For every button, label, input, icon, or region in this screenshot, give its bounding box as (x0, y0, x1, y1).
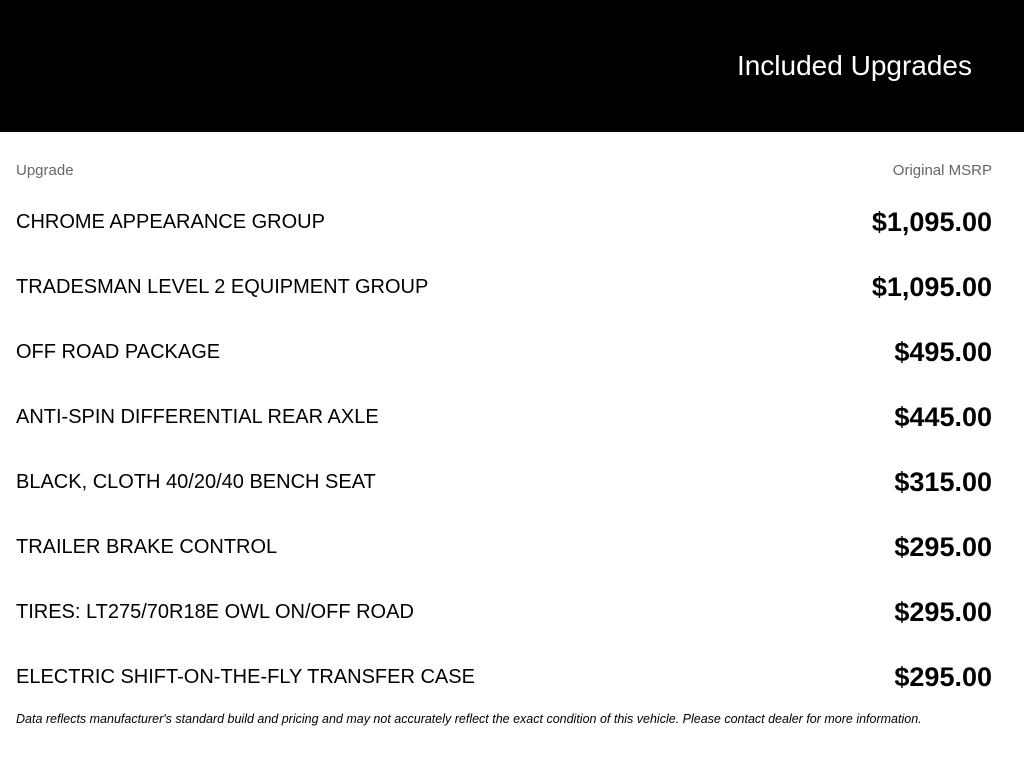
page-title: Included Upgrades (736, 50, 972, 81)
upgrade-row (16, 450, 992, 515)
disclaimer-text: Data reflects manufacturer's standard build and pricing and may not accurately reflect the exact condition of this vehicle. Please contact dealer for more information. (16, 712, 922, 726)
upgrade-price: $1,095.00 (871, 207, 992, 237)
column-header-upgrade: Upgrade (16, 161, 74, 179)
header-banner (0, 0, 1024, 132)
upgrade-price: $295.00 (894, 597, 992, 627)
upgrade-price: $315.00 (894, 467, 992, 497)
upgrade-name: TRAILER BRAKE CONTROL (16, 536, 278, 558)
upgrades-table (16, 150, 992, 710)
upgrade-price: $495.00 (894, 337, 992, 367)
upgrade-row (16, 515, 992, 580)
upgrade-name: CHROME APPEARANCE GROUP (16, 211, 325, 233)
upgrade-row (16, 645, 992, 710)
upgrade-name: TRADESMAN LEVEL 2 EQUIPMENT GROUP (16, 276, 429, 298)
upgrade-list (16, 190, 992, 710)
upgrade-row (16, 320, 992, 385)
upgrade-row (16, 580, 992, 645)
upgrade-price: $295.00 (894, 662, 992, 692)
upgrade-name: OFF ROAD PACKAGE (16, 341, 221, 363)
upgrade-name: BLACK, CLOTH 40/20/40 BENCH SEAT (16, 471, 376, 493)
upgrade-row (16, 385, 992, 450)
upgrade-name: TIRES: LT275/70R18E OWL ON/OFF ROAD (16, 601, 414, 623)
column-headers (16, 150, 992, 190)
upgrade-name: ANTI-SPIN DIFFERENTIAL REAR AXLE (16, 406, 379, 428)
upgrade-name: ELECTRIC SHIFT-ON-THE-FLY TRANSFER CASE (16, 666, 475, 688)
upgrade-price: $1,095.00 (871, 272, 992, 302)
upgrade-price: $295.00 (894, 532, 992, 562)
upgrade-row (16, 190, 992, 255)
upgrade-row (16, 255, 992, 320)
upgrade-price: $445.00 (894, 402, 992, 432)
column-header-msrp: Original MSRP (892, 161, 992, 179)
